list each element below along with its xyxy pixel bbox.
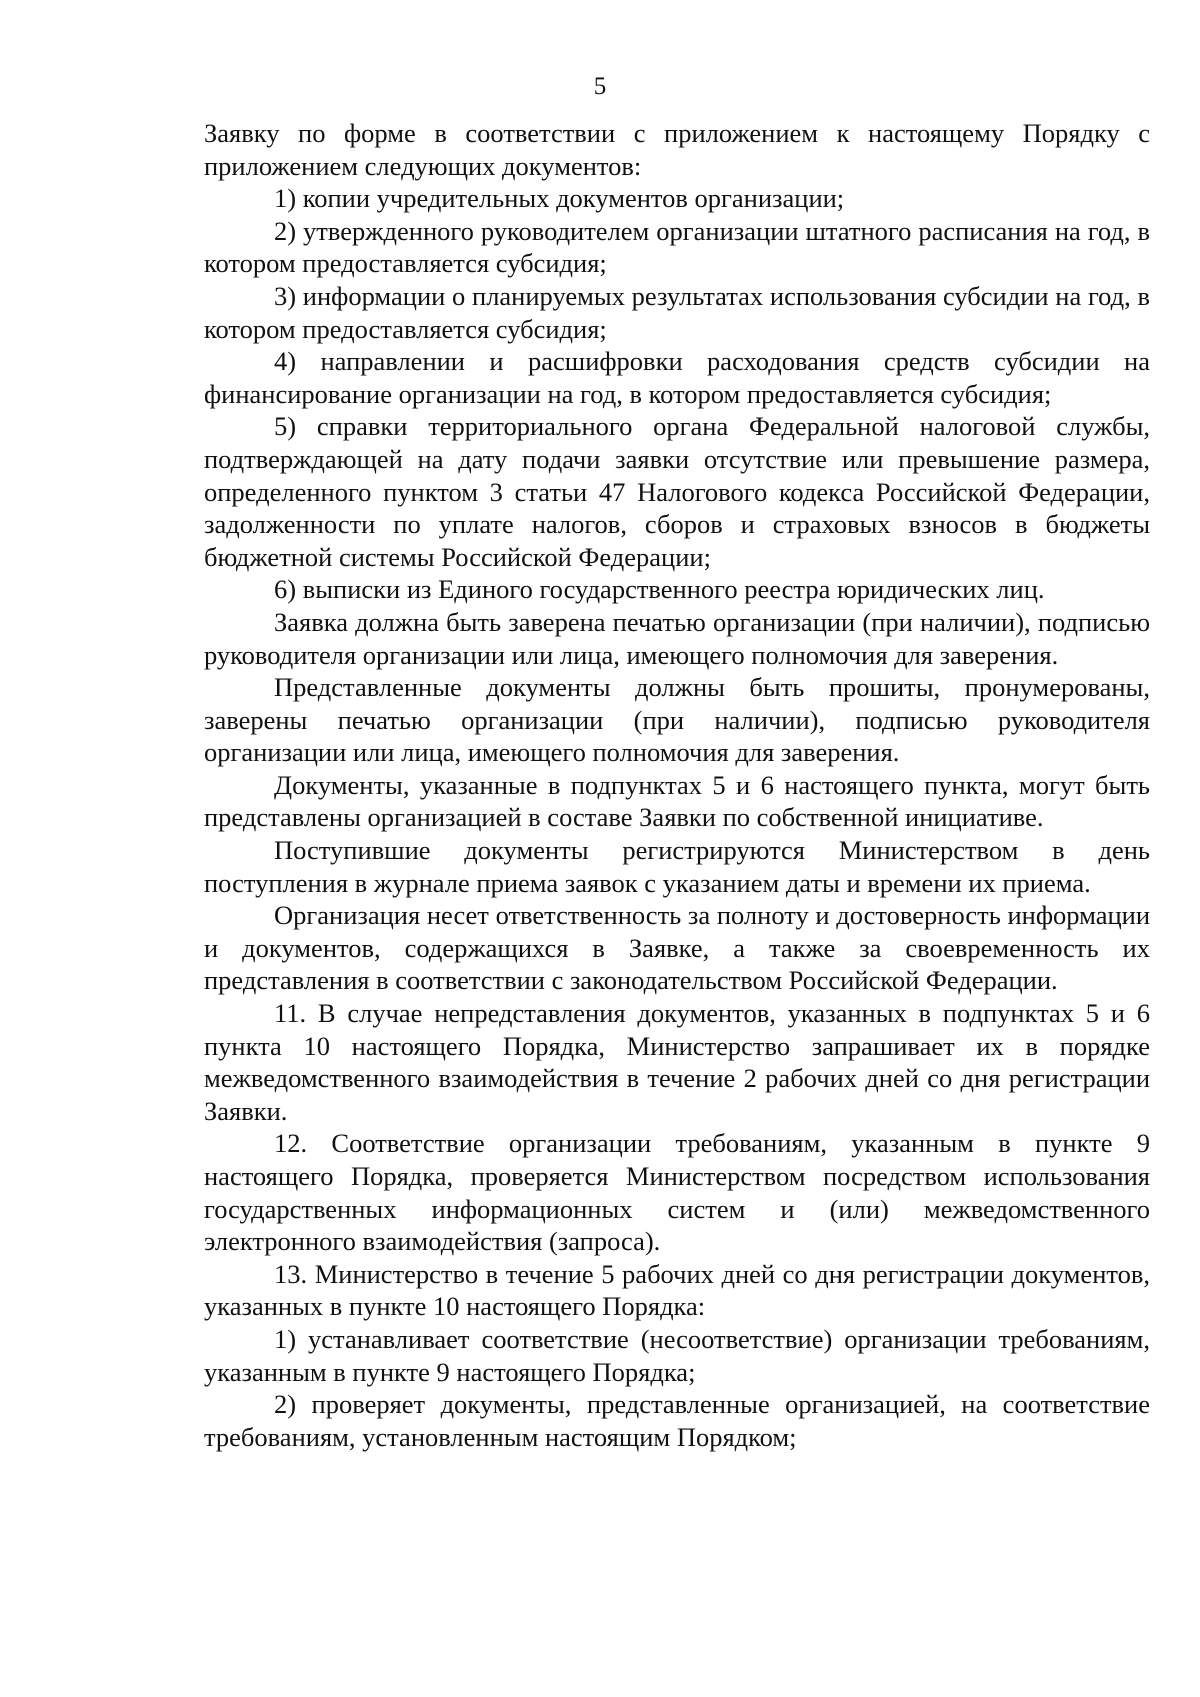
page-number: 5 — [593, 73, 607, 100]
list-item-founding-documents: 1) копии учредительных документов организации; — [274, 183, 845, 214]
list-item-planned-results: 3) информации о планируемых результатах использования субсидии на год, в котором предоставляется субсидия; — [204, 280, 1150, 344]
document-body — [204, 117, 1150, 1453]
paragraph-documents-binding: Представленные документы должны быть прошиты, пронумерованы, заверены печатью организации (при наличии), подписью руководителя организации или лица, имеющего полномочия для заверения. — [204, 672, 1150, 768]
clause-13-item-2: 2) проверяет документы, представленные организацией, на соответствие требованиям, установленным настоящим Порядком; — [204, 1389, 1150, 1452]
clause-13-item-1: 1) устанавливает соответствие (несоответствие) организации требованиям, указанным в пункте 9 настоящего Порядка; — [204, 1323, 1150, 1387]
list-item-expenditure-breakdown: 4) направлении и расшифровки расходования средств субсидии на финансирование организации на год, в котором предоставляется субсидия; — [204, 346, 1150, 409]
clause-13: 13. Министерство в течение 5 рабочих дней со дня регистрации документов, указанных в пункте 10 настоящего Порядка: — [204, 1258, 1150, 1322]
paragraph-application-certification: Заявка должна быть заверена печатью организации (при наличии), подписью руководителя организации или лица, имеющего полномочия для заверения. — [204, 606, 1150, 670]
list-item-registry-extract: 6) выписки из Единого государственного реестра юридических лиц. — [274, 574, 1045, 605]
paragraph-application-intro: Заявку по форме в соответствии с приложением к настоящему Порядку с приложением следующих документов: — [204, 118, 1150, 181]
clause-11: 11. В случае непредставления документов, указанных в подпунктах 5 и 6 пункта 10 настоящего Порядка, Министерство запрашивает их в порядке межведомственного взаимодействия в течение 2 рабочих дней со дня регистрации Заявки. — [204, 998, 1150, 1126]
paragraph-responsibility: Организация несет ответственность за полноту и достоверность информации и документов, содержащихся в Заявке, а также за своевременность их представления в соответствии с законодательством Российской Федерации. — [204, 900, 1150, 996]
list-item-tax-certificate: 5) справки территориального органа Федеральной налоговой службы, подтверждающей на дату подачи заявки отсутствие или превышение размера, определенного пунктом 3 статьи 47 Налогового кодекса Российской Федерации, задолженности по уплате налогов, сборов и страховых взносов в бюджеты бюджетной системы Российской Федерации; — [204, 411, 1150, 572]
list-item-staffing-schedule: 2) утвержденного руководителем организации штатного расписания на год, в котором предоставляется субсидия; — [204, 215, 1150, 279]
clause-12: 12. Соответствие организации требованиям, указанным в пункте 9 настоящего Порядка, проверяется Министерством посредством использования государственных информационных систем и (или) межведомственного электронного взаимодействия (запроса). — [204, 1128, 1150, 1257]
paragraph-registration: Поступившие документы регистрируются Министерством в день поступления в журнале приема заявок с указанием даты и времени их приема. — [204, 835, 1150, 898]
paragraph-own-initiative: Документы, указанные в подпунктах 5 и 6 настоящего пункта, могут быть представлены организацией в составе Заявки по собственной инициативе. — [204, 769, 1150, 833]
